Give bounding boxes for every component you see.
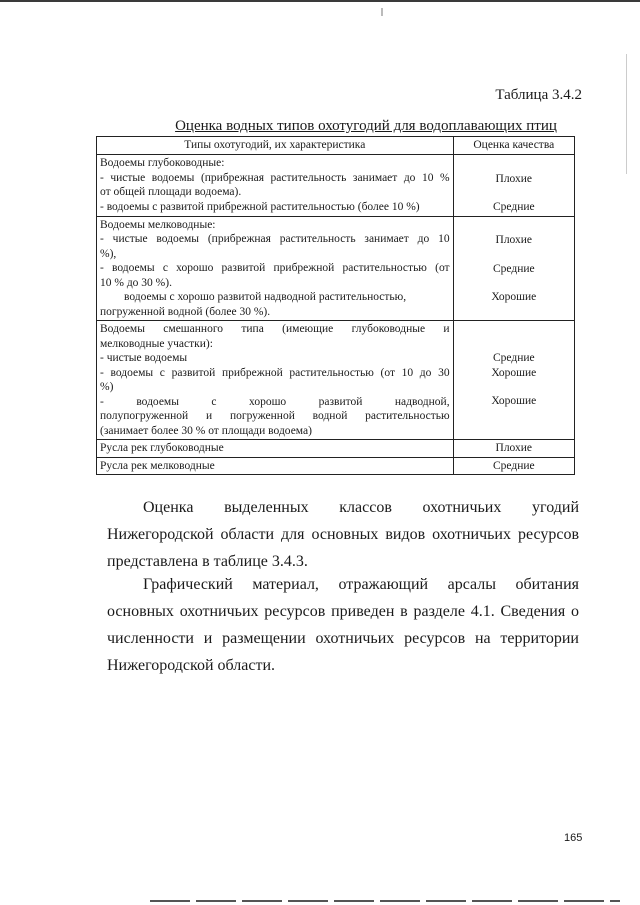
rating-value: Хорошие (491, 291, 537, 303)
item-line: 10 % до 30 %). (100, 276, 172, 289)
paragraph: Графический материал, отражающий арсалы обитания основных охотничьих ресурсов приведен в разделе 4.1. Сведения о численности и размещении охотничьих ресурсов на территории Нижегородской области. (107, 576, 579, 674)
item-line: - водоемы с хорошо развитой прибрежной растительностью (от (100, 262, 450, 274)
row-label: Русла рек мелководные (97, 457, 454, 475)
cell-deep-water-ratings (453, 155, 574, 217)
item-line: - водоемы с хорошо развитой надводной, (100, 395, 450, 408)
item-line: от общей площади водоема). (100, 186, 242, 198)
item-line: погруженной водной (более 30 %). (100, 305, 271, 318)
table-title: Оценка водных типов охотугодий для водоплавающих птиц (175, 118, 557, 134)
table-row-deep-water (97, 155, 575, 217)
group-heading: Водоемы глубоководные: (100, 157, 225, 169)
rating-value: Плохие (495, 172, 533, 185)
item-line: водоемы с хорошо развитой надводной растительностью, (124, 291, 407, 303)
scan-edge-top (0, 0, 640, 2)
column-header-types: Типы охотугодий, их характеристика (97, 137, 454, 155)
table-row (97, 440, 575, 458)
item-line: - чистые водоемы (прибрежная растительность занимает до 10 (100, 233, 450, 245)
item-line: - водоемы с развитой прибрежной растительностью (более 10 %) (100, 200, 420, 213)
item-line: полупогруженной и погруженной водной растительностью (100, 410, 450, 422)
table-header-row (97, 137, 575, 155)
rating-value: Средние (492, 201, 535, 213)
item-line: - чистые водоемы (100, 352, 188, 364)
paragraph: Оценка выделенных классов охотничьих угодий Нижегородской области для основных видов охотничьих ресурсов представлена в таблице 3.4.3. (107, 499, 579, 570)
rating-value: Средние (453, 457, 574, 475)
table-row-mixed (97, 321, 575, 440)
table-number: Таблица 3.4.2 (495, 87, 582, 103)
scan-edge-bottom (150, 900, 620, 902)
assessment-table (96, 136, 575, 475)
rating-value: Плохие (495, 234, 533, 246)
page-number: 165 (564, 832, 583, 844)
scan-artifact (626, 54, 627, 174)
item-line: - водоемы с развитой прибрежной растительностью (от 10 до 30 (100, 366, 450, 379)
scan-artifact (381, 8, 383, 16)
rating-value: Средние (492, 262, 535, 275)
cell-shallow-water-description (97, 216, 454, 321)
item-line: %), (100, 247, 117, 260)
group-heading: Водоемы смешанного типа (имеющие глубоководные и (100, 323, 450, 335)
rating-value: Средние (492, 352, 535, 364)
item-line: %) (100, 381, 114, 393)
rating-value: Плохие (453, 440, 574, 458)
cell-mixed-ratings (453, 321, 574, 440)
item-line: (занимает более 30 % от площади водоема) (100, 424, 312, 437)
cell-deep-water-description (97, 155, 454, 217)
group-heading: мелководные участки): (100, 337, 213, 350)
column-header-rating: Оценка качества (453, 137, 574, 155)
cell-mixed-description (97, 321, 454, 440)
table-row-shallow-water (97, 216, 575, 321)
row-label: Русла рек глубоководные (97, 440, 454, 458)
cell-shallow-water-ratings (453, 216, 574, 321)
rating-value: Хорошие (491, 395, 537, 407)
item-line: - чистые водоемы (прибрежная растительность занимает до 10 % (100, 171, 450, 184)
table-row (97, 457, 575, 475)
rating-value: Хорошие (491, 366, 537, 379)
group-heading: Водоемы мелководные: (100, 218, 216, 231)
